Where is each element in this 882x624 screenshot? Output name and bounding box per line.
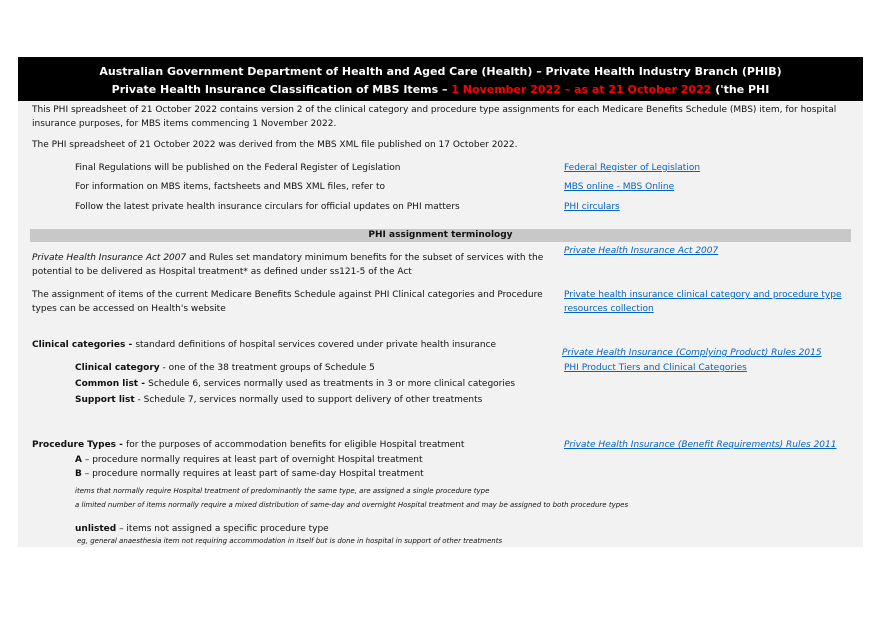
resources-collection-link-line-1[interactable]: Private health insurance clinical category and procedure type (564, 290, 842, 300)
clinical-category-label: Clinical category (75, 363, 160, 373)
complying-product-rules-link[interactable]: Private Health Insurance (Complying Product) Rules 2015 (562, 348, 822, 358)
ref-text-register: Final Regulations will be published on the Federal Register of Legislation (75, 163, 401, 173)
intro-paragraph-1: This PHI spreadsheet of 21 October 2022 contains version 2 of the clinical category and procedure type assignments for each Medicare Benefits Schedule (MBS) item, for hospital insurance purposes, for MBS items commencing 1 November 2022. (32, 105, 837, 129)
procedure-type-b-label: B (75, 469, 82, 479)
intro-paragraph-2: The PHI spreadsheet of 21 October 2022 was derived from the MBS XML file published on 17 October 2022. (32, 140, 518, 150)
mbs-online-link[interactable]: MBS online - MBS Online (564, 182, 675, 192)
support-list-label: Support list (75, 395, 135, 405)
support-list-row (75, 393, 482, 407)
benefit-requirements-rules-link[interactable]: Private Health Insurance (Benefit Requirements) Rules 2011 (564, 440, 837, 450)
banner-line-1: Australian Government Department of Health and Aged Care (Health) – Private Health Industry Branch (PHIB) (99, 65, 782, 78)
banner-dash: – (560, 83, 575, 96)
federal-register-link[interactable]: Federal Register of Legislation (564, 163, 701, 173)
banner-suffix: ('the PHI (711, 83, 770, 96)
common-list-label: Common list - (75, 379, 149, 389)
act-paragraph-line-2: potential to be delivered as Hospital treatment* as defined under ss121-5 of the Act (32, 267, 412, 277)
banner-line-2 (18, 83, 863, 96)
common-list-desc: Schedule 6, services normally used as treatments in 3 or more clinical categories (148, 379, 516, 389)
procedure-type-a-row (75, 453, 423, 467)
support-list-desc: - Schedule 7, services normally used to support delivery of other treatments (134, 395, 483, 405)
unlisted-note: eg, general anaesthesia item not requiring accommodation in itself but is done in hospital in support of other treatments (77, 537, 503, 545)
title-banner (18, 57, 863, 101)
resources-collection-link-line-2[interactable]: resources collection (564, 304, 654, 314)
phi-act-link[interactable]: Private Health Insurance Act 2007 (564, 246, 719, 256)
banner-as-at: as at 21 October 2022 (574, 83, 712, 96)
ref-text-circulars: Follow the latest private health insurance circulars for official updates on PHI matters (75, 202, 460, 212)
banner-date: 1 November 2022 (451, 83, 561, 96)
procedure-note-mixed: a limited number of items normally require a mixed distribution of same-day and overnight Hospital treatment and may be assigned to both procedure types (75, 501, 629, 509)
clinical-categories-title: Clinical categories - (32, 340, 136, 350)
procedure-types-row (32, 438, 464, 452)
banner-title-prefix: Private Health Insurance Classification of MBS Items – (111, 83, 452, 96)
procedure-types-title: Procedure Types - (32, 440, 127, 450)
procedure-type-a-desc: – procedure normally requires at least part of overnight Hospital treatment (81, 455, 423, 465)
clinical-category-desc: - one of the 38 treatment groups of Schedule 5 (159, 363, 375, 373)
assignment-line-1: The assignment of items of the current Medicare Benefits Schedule against PHI Clinical categories and Procedure (32, 290, 543, 300)
product-tiers-link[interactable]: PHI Product Tiers and Clinical Categories (564, 363, 747, 373)
act-paragraph-rest: and Rules set mandatory minimum benefits for the subset of services with the (186, 253, 544, 263)
clinical-categories-row (32, 338, 496, 352)
ref-text-mbs: For information on MBS items, factsheets and MBS XML files, refer to (75, 182, 386, 192)
unlisted-desc: – items not assigned a specific procedure type (116, 524, 329, 534)
clinical-categories-desc: standard definitions of hospital services covered under private health insurance (135, 340, 497, 350)
procedure-type-a-label: A (75, 455, 82, 465)
clinical-category-row (75, 361, 375, 375)
procedure-note-single: items that normally require Hospital treatment of predominantly the same type, are assigned a single procedure type (75, 487, 490, 495)
procedure-types-desc: for the purposes of accommodation benefits for eligible Hospital treatment (126, 440, 465, 450)
phi-circulars-link[interactable]: PHI circulars (564, 202, 620, 212)
common-list-row (75, 377, 515, 391)
act-paragraph-line-1 (32, 251, 543, 265)
terminology-heading: PHI assignment terminology (30, 229, 851, 242)
act-name: Private Health Insurance Act 2007 (32, 253, 187, 263)
assignment-line-2: types can be accessed on Health's website (32, 304, 226, 314)
procedure-type-b-row (75, 467, 424, 481)
unlisted-label: unlisted (75, 524, 117, 534)
procedure-type-b-desc: – procedure normally requires at least part of same-day Hospital treatment (81, 469, 424, 479)
